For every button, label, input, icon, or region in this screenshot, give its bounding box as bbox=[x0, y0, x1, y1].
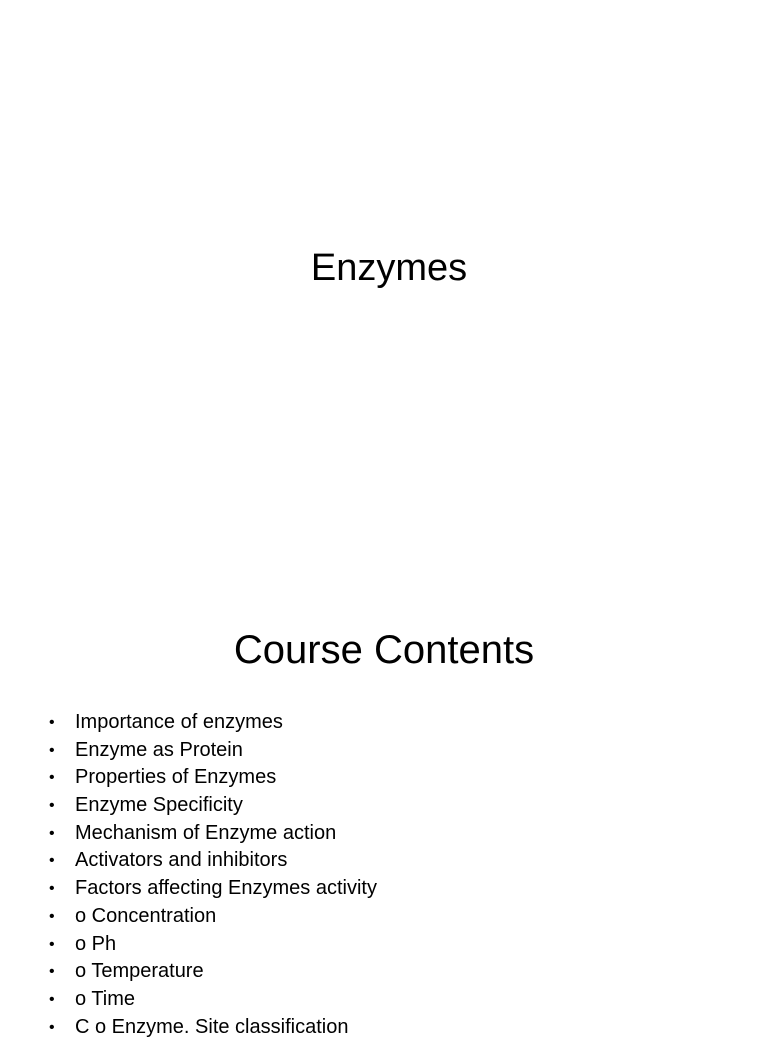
list-item-text: Enzyme Specificity bbox=[75, 794, 243, 817]
list-item-text: Importance of enzymes bbox=[75, 711, 283, 733]
bullet-marker: • bbox=[49, 714, 55, 731]
slide-title-heading: Enzymes bbox=[310, 247, 468, 289]
list-item bbox=[47, 1014, 377, 1041]
list-item bbox=[47, 820, 377, 848]
list-item-text: o Ph bbox=[75, 932, 117, 955]
bullet-marker: • bbox=[49, 824, 55, 842]
list-item bbox=[47, 792, 377, 820]
list-item bbox=[47, 931, 377, 959]
bullet-marker: • bbox=[49, 990, 55, 1008]
list-item-text: o Temperature bbox=[75, 960, 204, 983]
slide-course-contents bbox=[0, 576, 768, 1038]
list-item bbox=[47, 875, 377, 903]
list-item bbox=[47, 764, 377, 792]
list-item-text: o Time bbox=[75, 987, 136, 1010]
list-item-text: Activators and inhibitors bbox=[75, 849, 288, 872]
bullet-marker: • bbox=[49, 963, 55, 981]
bullet-marker: • bbox=[49, 935, 55, 953]
list-item bbox=[47, 958, 377, 986]
bullet-marker: • bbox=[49, 907, 55, 925]
list-item-text: Mechanism of Enzyme action bbox=[75, 821, 337, 844]
list-item-text: Properties of Enzymes bbox=[75, 766, 277, 789]
list-item-text: C o Enzyme. Site classification bbox=[75, 1015, 349, 1038]
bullet-marker: • bbox=[49, 880, 55, 898]
list-item-text: Enzyme as Protein bbox=[75, 738, 243, 761]
bullet-marker: • bbox=[49, 797, 55, 815]
bullet-marker: • bbox=[49, 741, 55, 759]
list-item-text: Factors affecting Enzymes activity bbox=[75, 877, 377, 900]
list-item bbox=[47, 737, 377, 765]
list-item bbox=[47, 709, 377, 737]
list-item-text: o Concentration bbox=[75, 904, 217, 927]
list-item bbox=[47, 986, 377, 1014]
course-contents-list bbox=[47, 709, 377, 1041]
course-contents-heading: Course Contents bbox=[233, 628, 535, 672]
list-item bbox=[47, 847, 377, 875]
bullet-marker: • bbox=[49, 852, 55, 870]
bullet-marker: • bbox=[49, 769, 55, 787]
bullet-marker: • bbox=[49, 1018, 55, 1036]
list-item bbox=[47, 903, 377, 931]
